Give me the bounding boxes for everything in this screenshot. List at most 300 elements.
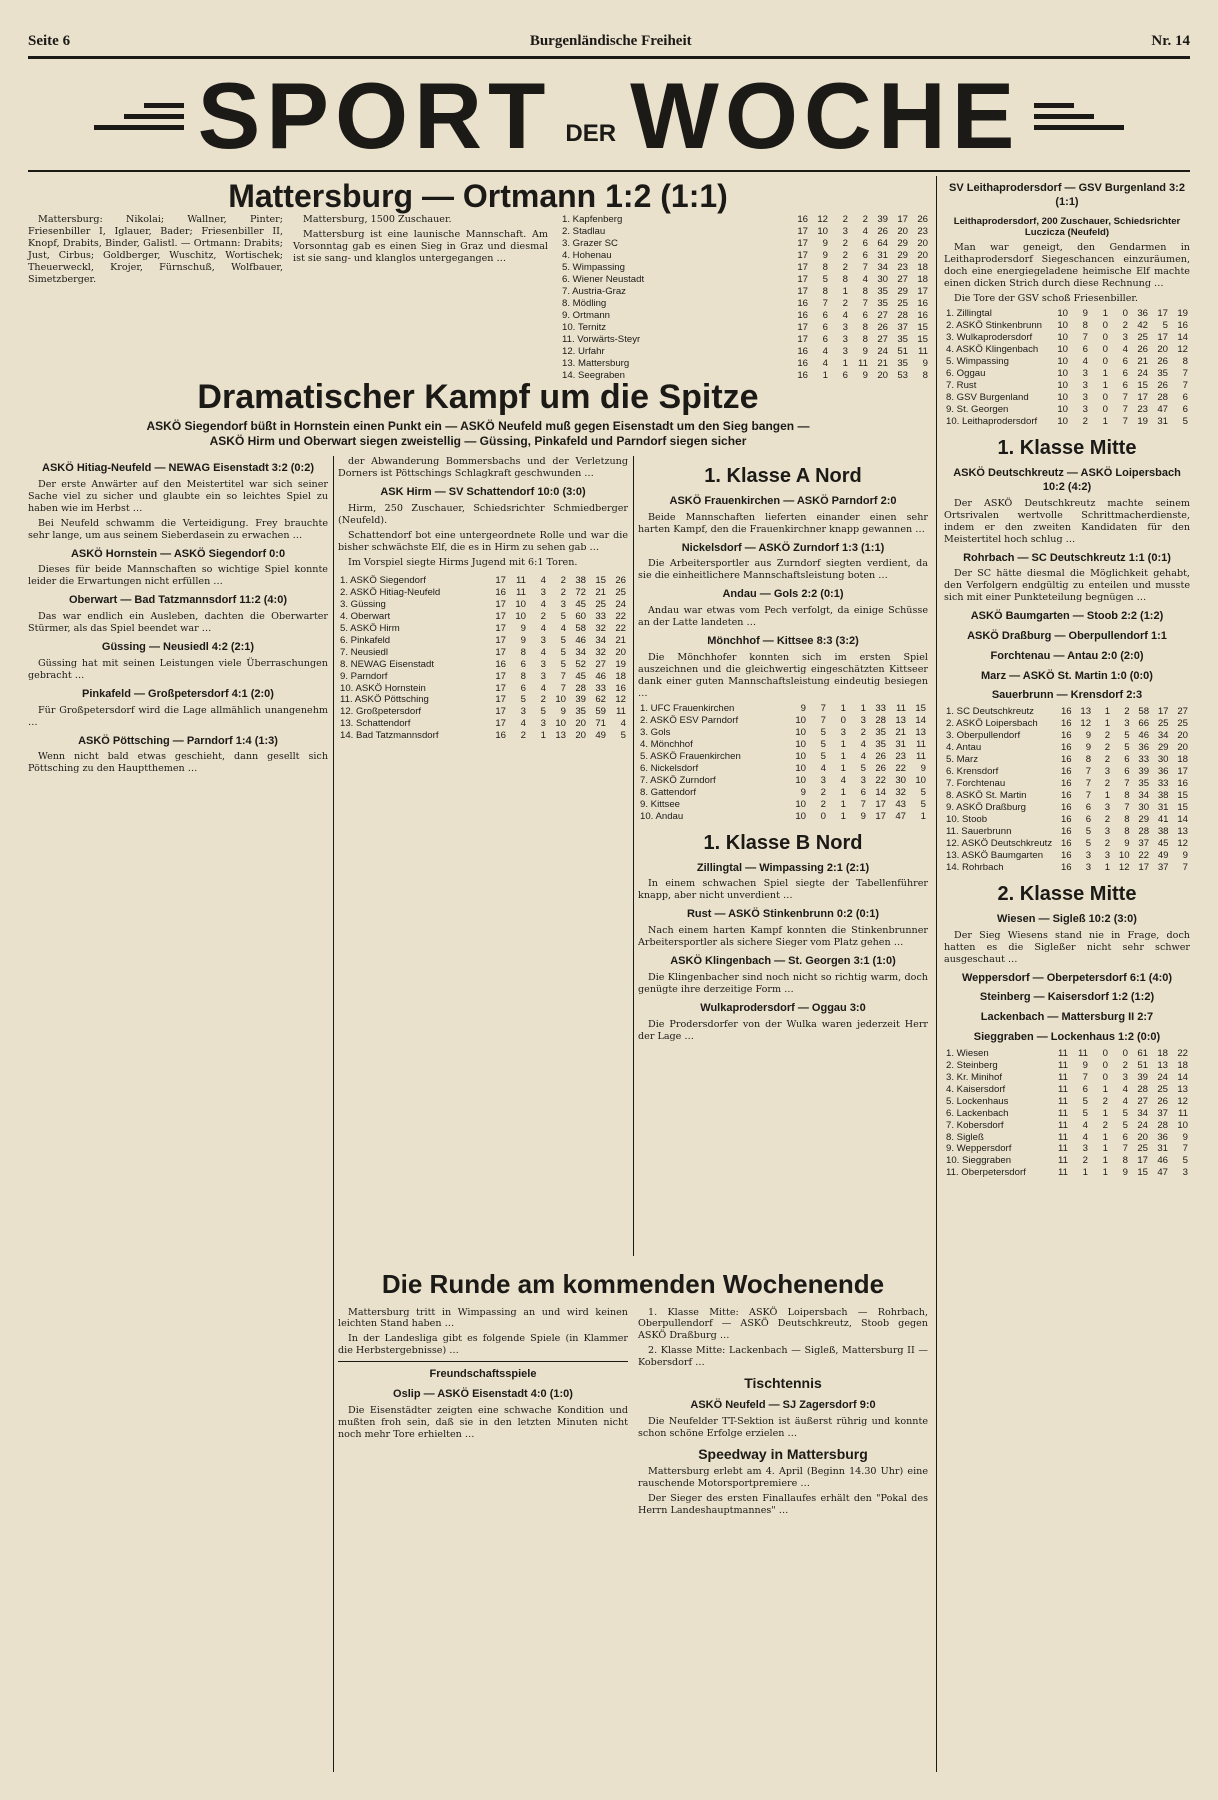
stat-cell: 9	[922, 357, 928, 369]
stat-cell: 3	[840, 726, 846, 738]
stat-cell: 35	[877, 285, 888, 297]
stat-cell: 2	[842, 237, 848, 249]
stat-cell: 2	[1122, 1059, 1128, 1071]
result-heading: ASKÖ Deutschkreutz — ASKÖ Loipersbach 10:2 (4:2)	[953, 467, 1181, 493]
lead-headline-box	[28, 176, 928, 212]
stat-cell: 5	[1082, 1107, 1088, 1119]
landesliga-b-table	[338, 575, 628, 743]
stat-cell: 3	[860, 774, 866, 786]
article-paragraph: Wenn nicht bald etwas geschieht, dann gesellt sich Pöttsching zu den Hauptthemen …	[28, 751, 328, 775]
stat-cell: 18	[1177, 1059, 1188, 1071]
article-paragraph: Mattersburg erlebt am 4. April (Beginn 14.30 Uhr) eine rauschende Motorsportpremiere …	[638, 1466, 928, 1490]
stat-cell: 6	[822, 309, 828, 321]
stat-cell: 18	[1177, 754, 1188, 766]
result-heading: ASKÖ Frauenkirchen — ASKÖ Parndorf 2:0	[669, 495, 897, 507]
team-cell: 2. ASKÖ Hitiag-Neufeld	[340, 586, 441, 598]
table-row	[944, 790, 1190, 802]
stat-cell: 0	[1122, 1047, 1128, 1059]
stat-cell: 10	[1057, 404, 1068, 416]
stat-cell: 0	[1102, 1047, 1108, 1059]
table-row	[944, 1167, 1190, 1179]
stat-cell: 2	[1102, 1119, 1108, 1131]
team-cell: 3. Gols	[640, 726, 671, 738]
stat-cell: 28	[1157, 1119, 1168, 1131]
table-row	[560, 250, 930, 262]
stat-cell: 13	[1177, 1083, 1188, 1095]
article-paragraph: Die Neufelder TT-Sektion ist äußerst rührig und konnte schon schöne Erfolge erzielen …	[638, 1415, 928, 1439]
stat-cell: 1	[840, 786, 846, 798]
stat-cell: 3	[1082, 1143, 1088, 1155]
stat-cell: 3	[1122, 1071, 1128, 1083]
stat-cell: 8	[842, 273, 848, 285]
stat-cell: 12	[1177, 837, 1188, 849]
team-cell: 12. Großpetersdorf	[340, 706, 422, 718]
stat-cell: 24	[615, 598, 626, 610]
result-heading: ASKÖ Baumgarten — Stoob 2:2 (1:2)	[970, 610, 1164, 623]
stat-cell: 2	[1082, 1155, 1088, 1167]
stat-cell: 16	[917, 309, 928, 321]
stat-cell: 10	[1057, 308, 1068, 320]
stat-cell: 11	[858, 357, 868, 369]
table-row	[560, 322, 930, 334]
stat-cell: 32	[595, 646, 606, 658]
team-cell: 5. ASKÖ Frauenkirchen	[640, 750, 741, 762]
article-paragraph: Güssing hat mit seinen Leistungen viele Überraschungen gebracht …	[28, 657, 328, 681]
team-cell: 4. Mönchhof	[640, 738, 693, 750]
table-row	[560, 358, 930, 370]
stat-cell: 10	[795, 726, 806, 738]
stat-cell: 17	[495, 634, 506, 646]
stat-cell: 16	[1060, 706, 1072, 718]
stat-cell: 16	[1060, 813, 1072, 825]
stat-cell: 39	[1138, 766, 1150, 778]
stat-cell: 17	[797, 333, 808, 345]
stat-cell: 5	[520, 694, 526, 706]
stat-cell: 24	[1157, 1071, 1168, 1083]
stat-cell: 20	[1157, 344, 1168, 356]
table-row	[338, 587, 628, 599]
stat-cell: 6	[822, 321, 828, 333]
page-number: Seite 6	[28, 32, 71, 49]
stat-cell: 16	[797, 345, 808, 357]
table-row	[338, 623, 628, 635]
team-cell: 7. Austria-Graz	[562, 285, 626, 297]
stat-cell: 4	[540, 622, 546, 634]
stat-cell: 13	[895, 714, 906, 726]
team-cell: 2. ASKÖ ESV Parndorf	[640, 714, 739, 726]
stat-cell: 0	[1102, 332, 1108, 344]
team-cell: 10. Ternitz	[562, 321, 607, 333]
article-paragraph: Schattendorf bot eine untergeordnete Rolle und war die bisher schwächste Elf, die es in Hirm zu sehen gab …	[338, 529, 628, 553]
stat-cell: 21	[595, 586, 606, 598]
stat-cell: 29	[897, 285, 908, 297]
team-cell: 1. Kapfenberg	[562, 214, 623, 225]
table-row	[638, 787, 928, 799]
stat-cell: 23	[897, 261, 908, 273]
table-row	[944, 850, 1190, 862]
stat-cell: 17	[1157, 332, 1168, 344]
stat-cell: 10	[1057, 332, 1068, 344]
stat-cell: 5	[1085, 837, 1092, 849]
team-cell: 8. Gattendorf	[640, 786, 696, 798]
column-divider	[333, 456, 334, 1772]
result-heading: Sieggraben — Lockenhaus 1:2 (0:0)	[973, 1030, 1161, 1043]
stat-cell: 15	[1137, 380, 1148, 392]
stat-cell: 25	[1157, 718, 1169, 730]
result-heading: Oberwart — Bad Tatzmannsdorf 11:2 (4:0)	[68, 594, 287, 607]
stat-cell: 7	[820, 702, 826, 714]
article-paragraph: In einem schwachen Spiel siegte der Tabellenführer knapp, aber nicht unverdient …	[638, 878, 928, 902]
stat-cell: 1	[1104, 718, 1111, 730]
stat-cell: 17	[797, 321, 808, 333]
section-heading: 2. Klasse Mitte	[997, 882, 1137, 905]
stat-cell: 38	[1157, 825, 1169, 837]
stat-cell: 20	[1137, 1131, 1148, 1143]
result-heading: Andau — Gols 2:2 (0:1)	[722, 588, 844, 601]
table-row	[638, 799, 928, 811]
stat-cell: 10	[795, 798, 806, 810]
stat-cell: 13	[1080, 706, 1092, 718]
stat-cell: 9	[560, 706, 566, 718]
stat-cell: 6	[520, 682, 526, 694]
stat-cell: 2	[1104, 778, 1111, 790]
stat-cell: 16	[1060, 861, 1072, 873]
stat-cell: 27	[877, 333, 888, 345]
team-cell: 14. Bad Tatzmannsdorf	[340, 730, 439, 742]
result-heading: Marz — ASKÖ St. Martin 1:0 (0:0)	[981, 669, 1153, 682]
article-paragraph: Beide Mannschaften lieferten einander einen sehr harten Kampf, den die Frauenkirchner knapp gewannen …	[638, 511, 928, 535]
team-cell: 11. ASKÖ Pöttsching	[340, 694, 429, 706]
stat-cell: 26	[1157, 356, 1168, 368]
stat-cell: 23	[917, 225, 928, 237]
stat-cell: 0	[1102, 344, 1108, 356]
stat-cell: 3	[842, 333, 848, 345]
article-paragraph: Der ASKÖ Deutschkreutz machte seinem Ortsrivalen wertvolle Schrittmacherdienste, indem er den zweiten Kandidaten für den Meistertitel hoch schlug …	[944, 497, 1190, 545]
stat-cell: 20	[575, 730, 586, 742]
stat-cell: 39	[877, 214, 888, 225]
table-row	[560, 310, 930, 322]
stat-cell: 0	[1102, 392, 1108, 404]
stat-cell: 2	[1104, 742, 1111, 754]
stat-cell: 16	[797, 357, 808, 369]
stat-cell: 6	[1082, 1083, 1088, 1095]
stat-cell: 3	[540, 670, 546, 682]
stat-cell: 17	[797, 225, 808, 237]
table-row	[638, 763, 928, 775]
stat-cell: 2	[1104, 813, 1111, 825]
article-paragraph: Der Sieger des ersten Finallaufes erhält den "Pokal des Herrn Landeshauptmannes" …	[638, 1493, 928, 1517]
stat-cell: 16	[495, 730, 506, 742]
stat-cell: 1	[842, 357, 848, 369]
stat-cell: 9	[1122, 1167, 1128, 1179]
stat-cell: 16	[917, 297, 928, 309]
stat-cell: 1	[1102, 1131, 1108, 1143]
stat-cell: 5	[1124, 730, 1130, 742]
stat-cell: 17	[495, 670, 506, 682]
team-cell: 8. GSV Burgenland	[946, 392, 1029, 404]
stat-cell: 17	[495, 574, 506, 586]
stat-cell: 4	[540, 682, 546, 694]
stat-cell: 1	[1104, 790, 1111, 802]
stat-cell: 1	[1102, 1155, 1108, 1167]
stat-cell: 17	[875, 798, 886, 810]
stat-cell: 9	[520, 634, 526, 646]
stat-cell: 3	[540, 634, 546, 646]
stat-cell: 5	[540, 706, 546, 718]
stat-cell: 7	[1182, 1143, 1188, 1155]
stat-cell: 16	[797, 369, 808, 381]
stat-cell: 16	[1060, 802, 1072, 813]
stat-cell: 1	[840, 762, 846, 774]
stat-cell: 6	[860, 786, 866, 798]
stat-cell: 6	[842, 369, 848, 381]
table-row	[638, 775, 928, 787]
stat-cell: 17	[495, 694, 506, 706]
stat-cell: 47	[1157, 404, 1168, 416]
stat-cell: 7	[1082, 332, 1088, 344]
stat-cell: 5	[920, 798, 926, 810]
stat-cell: 39	[575, 694, 586, 706]
stat-cell: 16	[1060, 825, 1072, 837]
stat-cell: 1	[540, 730, 546, 742]
stat-cell: 2	[1124, 706, 1130, 718]
stat-cell: 17	[495, 718, 506, 730]
stat-cell: 17	[1177, 766, 1188, 778]
stat-cell: 33	[595, 610, 606, 622]
stat-cell: 23	[895, 750, 906, 762]
stat-cell: 24	[1137, 1119, 1148, 1131]
stat-cell: 17	[797, 273, 808, 285]
column-divider	[633, 456, 634, 1256]
team-cell: 5. ASKÖ Hirm	[340, 622, 400, 634]
stat-cell: 66	[1138, 718, 1150, 730]
stat-cell: 11	[1058, 1155, 1068, 1167]
table-row	[944, 1108, 1190, 1120]
stat-cell: 20	[877, 369, 888, 381]
article-paragraph: In der Landesliga gibt es folgende Spiele (in Klammer die Herbstergebnisse) …	[338, 1333, 628, 1357]
stat-cell: 1	[1102, 1107, 1108, 1119]
runde-headline: Die Runde am kommenden Wochenende	[381, 1269, 885, 1299]
column-divider	[936, 176, 937, 1772]
result-heading: Sauerbrunn — Krensdorf 2:3	[991, 689, 1143, 702]
stat-cell: 46	[1138, 730, 1150, 742]
stat-cell: 4	[860, 738, 866, 750]
stat-cell: 12	[615, 694, 626, 706]
result-heading: Forchtenau — Antau 2:0 (2:0)	[990, 649, 1144, 662]
stat-cell: 14	[1177, 813, 1188, 825]
stat-cell: 11	[516, 586, 526, 598]
team-cell: 2. ASKÖ Stinkenbrunn	[946, 320, 1042, 332]
stat-cell: 2	[1104, 837, 1111, 849]
stat-cell: 9	[520, 622, 526, 634]
table-row	[944, 1072, 1190, 1084]
table-row	[560, 214, 930, 226]
stat-cell: 3	[820, 774, 826, 786]
stat-cell: 17	[495, 622, 506, 634]
stat-cell: 7	[862, 261, 868, 273]
article-paragraph: Im Vorspiel siegte Hirms Jugend mit 6:1 Toren.	[348, 556, 578, 568]
result-heading: ASK Hirm — SV Schattendorf 10:0 (3:0)	[380, 485, 586, 498]
stat-cell: 58	[1138, 706, 1150, 718]
dramatic-subheadline-1: ASKÖ Siegendorf büßt in Hornstein einen Punkt ein — ASKÖ Neufeld muß gegen Eisenstadt um den Sieg bangen —	[146, 418, 810, 433]
stat-cell: 17	[495, 706, 506, 718]
stat-cell: 29	[897, 249, 908, 261]
team-cell: 6. Oggau	[946, 368, 986, 380]
stat-cell: 7	[1085, 778, 1092, 790]
stat-cell: 8	[1182, 356, 1188, 368]
team-cell: 10. ASKÖ Hornstein	[340, 682, 426, 694]
stat-cell: 0	[1102, 404, 1108, 416]
stat-cell: 3	[1085, 861, 1092, 873]
stat-cell: 7	[560, 670, 566, 682]
stat-cell: 27	[1177, 706, 1188, 718]
stat-cell: 4	[1082, 1131, 1088, 1143]
stat-cell: 11	[1058, 1107, 1068, 1119]
stat-cell: 22	[615, 622, 626, 634]
article-paragraph: Bei Neufeld schwamm die Verteidigung. Frey brauchte sehr lange, um aus seinem Sieberdasein zu erwachen …	[28, 517, 328, 541]
stat-cell: 17	[797, 237, 808, 249]
stat-cell: 6	[520, 658, 526, 670]
stat-cell: 4	[540, 646, 546, 658]
team-cell: 8. Mödling	[562, 297, 607, 309]
result-heading: Weppersdorf — Oberpetersdorf 6:1 (4:0)	[961, 971, 1173, 984]
stat-cell: 45	[575, 670, 586, 682]
stat-cell: 10	[1057, 416, 1068, 428]
team-cell: 11. Sauerbrunn	[946, 825, 1012, 837]
team-cell: 10. Stoob	[946, 813, 988, 825]
table-row	[944, 1120, 1190, 1132]
stat-cell: 7	[822, 297, 828, 309]
stat-cell: 8	[520, 646, 526, 658]
stat-cell: 5	[820, 750, 826, 762]
stat-cell: 3	[1182, 1167, 1188, 1179]
stat-cell: 16	[797, 309, 808, 321]
table-row	[338, 635, 628, 647]
masthead-sport: SPORT	[197, 63, 552, 168]
stat-cell: 37	[1157, 1107, 1168, 1119]
result-heading: Mönchhof — Kittsee 8:3 (3:2)	[707, 635, 859, 648]
stat-cell: 35	[897, 357, 908, 369]
stat-cell: 6	[1122, 368, 1128, 380]
team-cell: 6. Pinkafeld	[340, 634, 391, 646]
stat-cell: 11	[1058, 1071, 1068, 1083]
article-paragraph: Hirm, 250 Zuschauer, Schiedsrichter Schmiedberger (Neufeld).	[338, 502, 628, 526]
stat-cell: 7	[820, 714, 826, 726]
stat-cell: 2	[842, 261, 848, 273]
stat-cell: 9	[860, 810, 866, 822]
stat-cell: 1	[840, 702, 846, 714]
newspaper-name: Burgenländische Freiheit	[529, 32, 692, 49]
table-row	[338, 694, 628, 706]
stat-cell: 10	[515, 598, 526, 610]
result-heading: Rust — ASKÖ Stinkenbrunn 0:2 (0:1)	[686, 908, 880, 921]
team-cell: 4. Oberwart	[340, 610, 391, 622]
team-cell: 8. Sigleß	[946, 1131, 984, 1143]
table-row	[560, 274, 930, 286]
stat-cell: 8	[1085, 754, 1092, 766]
stat-cell: 22	[875, 774, 886, 786]
stat-cell: 34	[1137, 1107, 1148, 1119]
section-heading: Speedway in Mattersburg	[698, 1445, 868, 1462]
stat-cell: 29	[897, 237, 908, 249]
article-paragraph: Die Tore der GSV schoß Friesenbiller.	[954, 293, 1138, 305]
team-cell: 1. Zillingtal	[946, 308, 992, 320]
stat-cell: 3	[842, 345, 848, 357]
stat-cell: 34	[1138, 790, 1150, 802]
stat-cell: 4	[862, 225, 868, 237]
team-cell: 6. Krensdorf	[946, 766, 999, 778]
team-cell: 9. Ortmann	[562, 309, 610, 321]
article-paragraph: Für Großpetersdorf wird die Lage allmählich unangenehm …	[28, 704, 328, 728]
lead-paragraph: Mattersburg: Nikolai; Wallner, Pinter; Friesenbiller I, Iglauer, Bader; Friesenbiller II, Knopf, Drabits, Binder, Galistl. — Ortmann: Drabits; Just, Cirbus; Goldberger, Wuschitz, Wortischek; Theuerweckl, Krojer, Fürnschuß, Wolfbauer, Simetzberger.	[28, 214, 283, 285]
stat-cell: 2	[540, 694, 546, 706]
team-cell: 7. Rust	[946, 380, 977, 392]
stat-cell: 2	[1104, 730, 1111, 742]
stat-cell: 24	[1137, 368, 1148, 380]
stat-cell: 14	[1177, 332, 1188, 344]
stat-cell: 21	[877, 357, 888, 369]
stat-cell: 58	[575, 622, 586, 634]
stat-cell: 16	[797, 214, 808, 225]
stat-cell: 30	[895, 774, 906, 786]
stat-cell: 2	[540, 610, 546, 622]
stat-cell: 5	[920, 786, 926, 798]
article-paragraph: Dieses für beide Mannschaften so wichtige Spiel konnte leider die Erwartungen nicht erfüllen …	[28, 564, 328, 588]
stat-cell: 4	[1122, 1083, 1128, 1095]
stat-cell: 10	[1177, 1119, 1188, 1131]
table-row	[944, 1096, 1190, 1108]
stat-cell: 8	[862, 321, 868, 333]
stat-cell: 17	[875, 810, 886, 822]
stat-cell: 3	[540, 658, 546, 670]
stat-cell: 2	[862, 214, 868, 225]
stat-cell: 3	[1104, 766, 1111, 778]
stat-cell: 11	[1058, 1095, 1068, 1107]
article-paragraph: Die Arbeitersportler aus Zurndorf siegten verdient, da sie die einheitlichere Mannschaftsleistung boten …	[638, 558, 928, 582]
stat-cell: 6	[1122, 1131, 1128, 1143]
stat-cell: 11	[1058, 1167, 1068, 1179]
stat-cell: 4	[842, 309, 848, 321]
stat-cell: 43	[895, 798, 906, 810]
stat-cell: 10	[795, 714, 806, 726]
stat-cell: 5	[1162, 320, 1168, 332]
stat-cell: 6	[822, 333, 828, 345]
stat-cell: 6	[862, 309, 868, 321]
team-cell: 5. Wimpassing	[562, 261, 625, 273]
team-cell: 13. ASKÖ Baumgarten	[946, 849, 1044, 861]
stat-cell: 17	[897, 214, 908, 225]
stat-cell: 18	[1157, 1047, 1168, 1059]
stat-cell: 7	[1122, 1143, 1128, 1155]
table-row	[944, 766, 1190, 778]
stat-cell: 17	[495, 598, 506, 610]
stat-cell: 21	[1137, 356, 1148, 368]
stat-cell: 3	[560, 598, 566, 610]
stat-cell: 51	[1137, 1059, 1148, 1071]
stat-cell: 0	[1102, 320, 1108, 332]
stat-cell: 11	[1058, 1083, 1068, 1095]
team-cell: 9. St. Georgen	[946, 404, 1009, 416]
table-row	[944, 368, 1190, 380]
result-heading: Oslip — ASKÖ Eisenstadt 4:0 (1:0)	[393, 1388, 573, 1401]
stat-cell: 11	[1058, 1047, 1068, 1059]
team-cell: 7. ASKÖ Zurndorf	[640, 774, 716, 786]
stat-cell: 2	[820, 786, 826, 798]
stat-cell: 15	[917, 321, 928, 333]
table-row	[944, 1132, 1190, 1144]
article-paragraph: der Abwanderung Bommersbachs und der Verletzung Dorners ist Pöttschings Schlagkraft geschwunden …	[338, 456, 628, 479]
stat-cell: 1	[822, 369, 828, 381]
